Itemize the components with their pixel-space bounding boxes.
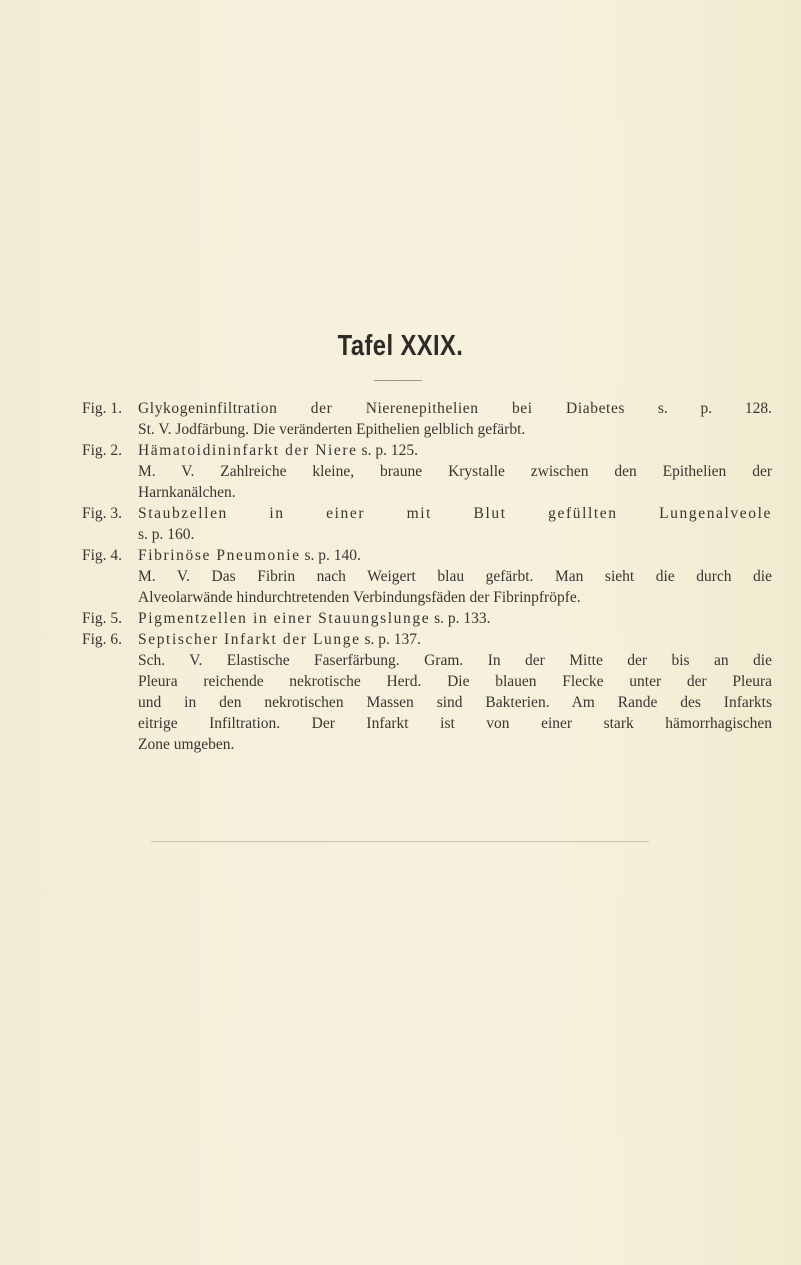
figure-description-line: Sch. V. Elastische Faserfärbung. Gram. In der Mitte der bis an die: [138, 652, 772, 669]
figure-heading-line: [138, 440, 772, 461]
figure-heading-ref: s. p. 125.: [361, 442, 418, 459]
figure-label: Fig. 1.: [82, 400, 123, 417]
figure-heading: Fibrinöse Pneumonie: [138, 547, 301, 564]
figure-heading: Pigmentzellen in einer Stauungslunge: [138, 610, 431, 627]
bottom-divider: [151, 841, 649, 842]
figure-heading: Glykogeninfiltration der Nierenepithelien bei Diabetes: [138, 400, 626, 417]
figure-label: Fig. 5.: [82, 610, 123, 627]
figure-heading-line: [138, 608, 772, 629]
figure-description-line: Pleura reichende nekrotische Herd. Die blauen Flecke unter der Pleura: [138, 673, 772, 690]
figure-legend-list: [82, 398, 772, 755]
title-divider: [374, 380, 422, 381]
figure-heading-ref: s. p. 128.: [657, 400, 773, 417]
figure-entry-5: [82, 608, 772, 629]
figure-entry-6: [82, 629, 772, 755]
figure-label: Fig. 2.: [82, 442, 123, 459]
figure-label: Fig. 6.: [82, 631, 123, 648]
figure-heading: Septischer Infarkt der Lunge: [138, 631, 361, 648]
figure-heading: Staubzellen in einer mit Blut gefüllten Lungenalveole: [138, 505, 772, 522]
figure-label: Fig. 4.: [82, 547, 123, 564]
figure-entry-1: [82, 398, 772, 440]
figure-entry-2: [82, 440, 772, 503]
figure-heading-line: [138, 545, 772, 566]
figure-description-line: eitrige Infiltration. Der Infarkt ist von einer stark hämorrhagischen: [138, 715, 772, 732]
figure-description-line: St. V. Jodfärbung. Die veränderten Epithelien gelblich gefärbt.: [138, 421, 526, 438]
figure-description-line: s. p. 160.: [138, 526, 195, 543]
figure-description-line: und in den nekrotischen Massen sind Bakterien. Am Rande des Infarkts: [138, 694, 772, 711]
figure-description-line: M. V. Das Fibrin nach Weigert blau gefärbt. Man sieht die durch die: [138, 568, 772, 585]
figure-heading: Hämatoidininfarkt der Niere: [138, 442, 358, 459]
figure-description-line: Harnkanälchen.: [138, 484, 236, 501]
figure-description-line: Zone umgeben.: [138, 736, 235, 753]
figure-heading-ref: s. p. 137.: [364, 631, 421, 648]
figure-heading-line: [138, 503, 772, 524]
figure-heading-line: [138, 398, 772, 419]
figure-entry-4: [82, 545, 772, 608]
figure-heading-ref: s. p. 133.: [434, 610, 491, 627]
figure-label: Fig. 3.: [82, 505, 123, 522]
figure-heading-line: [138, 629, 772, 650]
figure-description-line: Alveolarwände hindurchtretenden Verbindungsfäden der Fibrinpfröpfe.: [138, 589, 581, 606]
page-title: Tafel XXIX.: [337, 330, 464, 362]
figure-heading-ref: s. p. 140.: [304, 547, 361, 564]
figure-description-line: M. V. Zahlreiche kleine, braune Krystalle zwischen den Epithelien der: [138, 463, 772, 480]
figure-entry-3: [82, 503, 772, 545]
